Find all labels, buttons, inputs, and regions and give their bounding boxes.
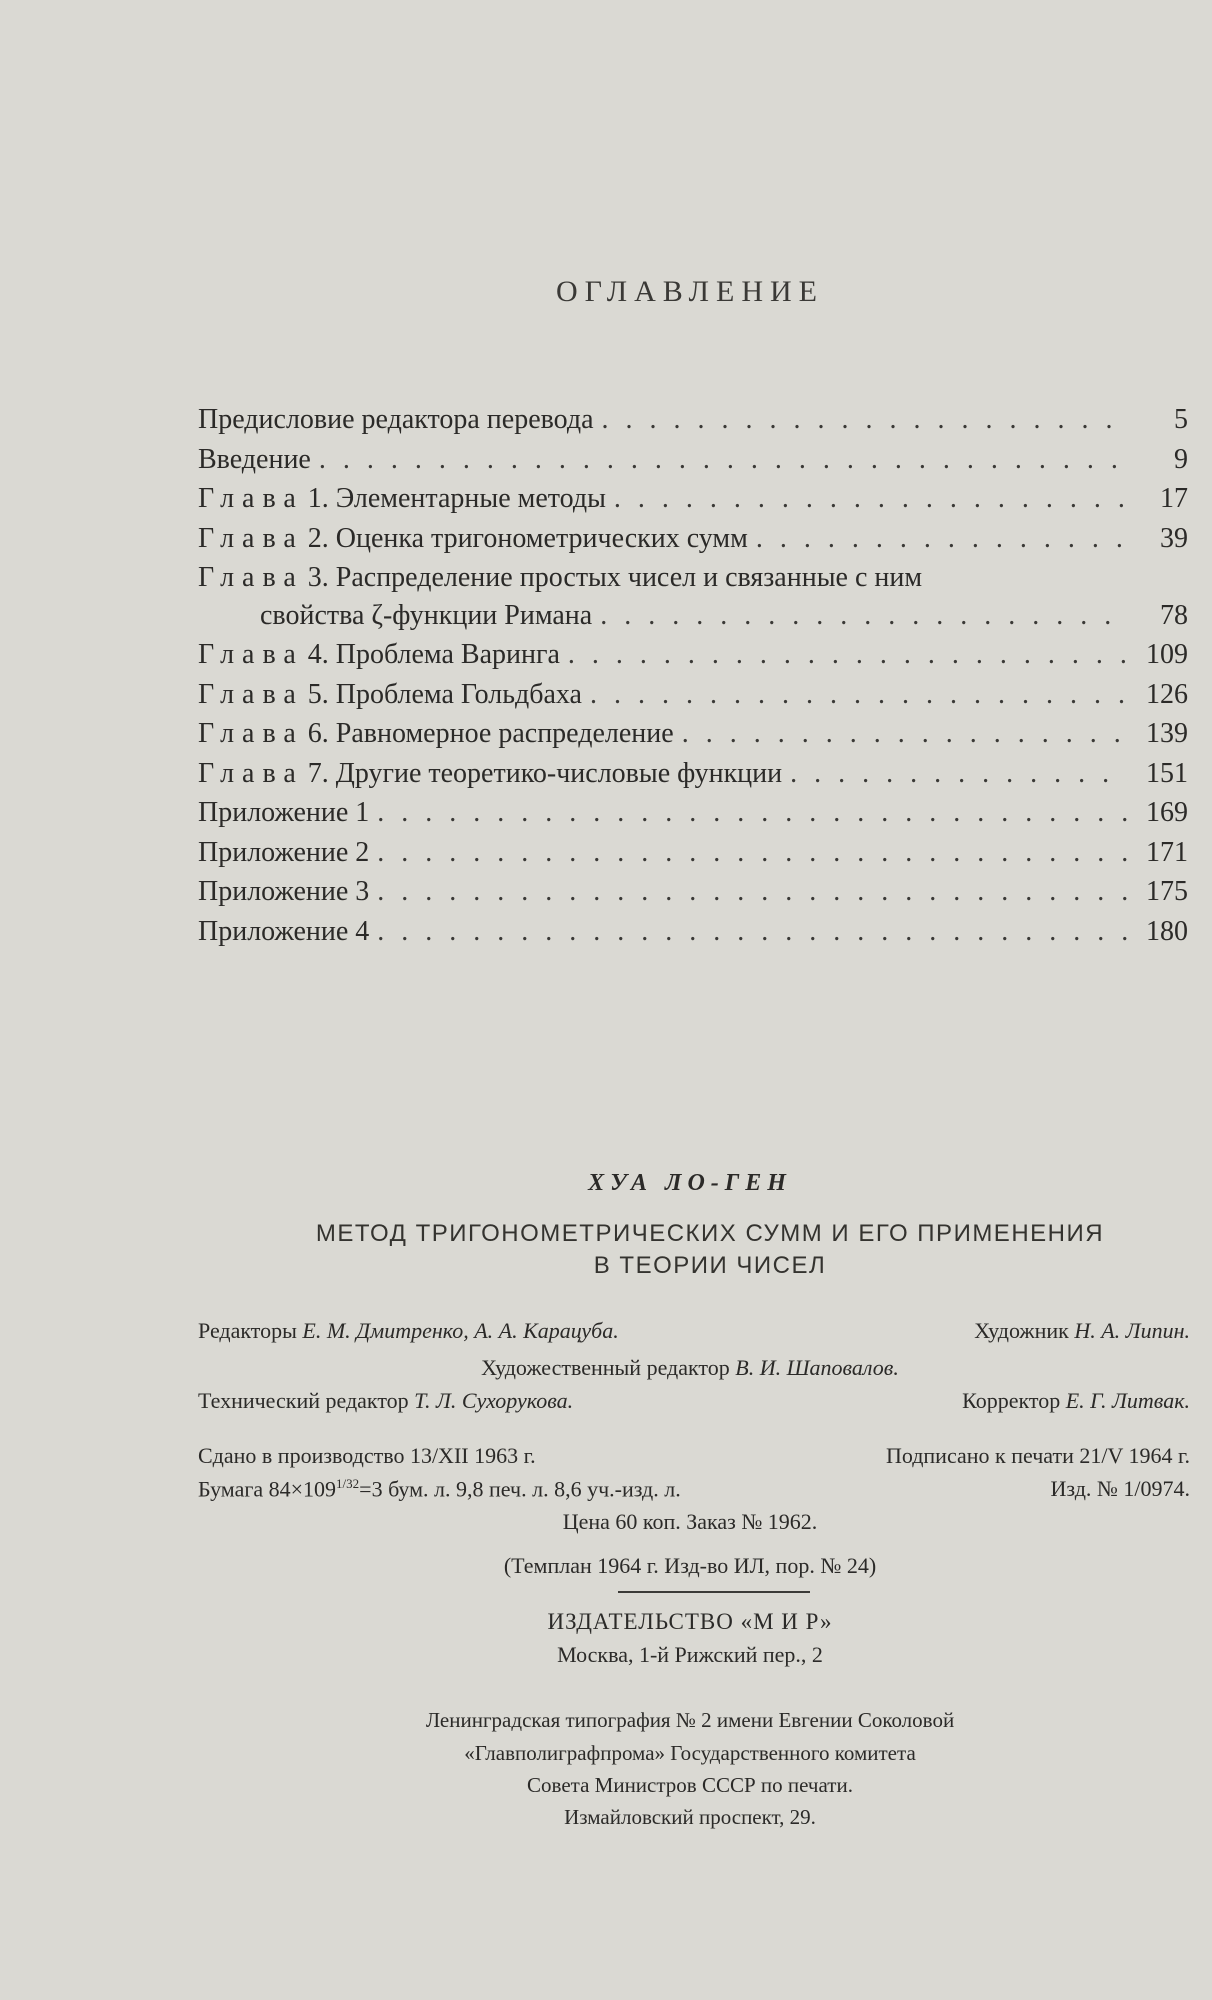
dot-leader: [568, 635, 1128, 674]
toc-entry-text: 3. Распределение простых чисел и связанные с ним: [307, 562, 923, 593]
book-title: [0, 1218, 1212, 1282]
toc-page-number: 126: [1146, 678, 1188, 710]
printer-line: Ленинградская типография № 2 имени Евгении Соколовой: [425, 1708, 955, 1732]
printer-line: Измайловский проспект, 29.: [564, 1805, 816, 1829]
paper-specs: [198, 1476, 681, 1502]
toc-page-number: 109: [1146, 639, 1188, 670]
toc-chapter-prefix: Глава: [198, 757, 304, 789]
toc-entry: [198, 519, 1188, 559]
toc-chapter-prefix: Глава: [198, 522, 304, 554]
toc-chapter-prefix: Глава: [198, 562, 304, 593]
submitted-date: Сдано в производство 13/XII 1963 г.: [198, 1443, 536, 1468]
book-title-line: МЕТОД ТРИГОНОМЕТРИЧЕСКИХ СУММ И ЕГО ПРИМЕНЕНИЯ: [315, 1220, 1105, 1247]
tech-editor-credit: [198, 1388, 573, 1414]
editors-label: Редакторы: [198, 1318, 297, 1343]
author-name: ХУА ЛО-ГЕН: [588, 1170, 792, 1196]
toc-entry: [198, 793, 1188, 833]
toc-page-number: 180: [1146, 915, 1188, 947]
artist-name: Н. А. Липин.: [1074, 1318, 1190, 1343]
toc-entry-text: 1. Элементарные методы: [307, 483, 606, 514]
signed-date: Подписано к печати 21/V 1964 г.: [885, 1443, 1190, 1468]
toc-page-number: 9: [1174, 443, 1188, 475]
toc-chapter-prefix: Глава: [198, 678, 304, 710]
dot-leader: [790, 754, 1128, 793]
toc-entry: [198, 440, 1188, 480]
tech-editor-label: Технический редактор: [198, 1388, 409, 1413]
toc-page-number: 171: [1146, 836, 1188, 868]
toc-chapter-prefix: Глава: [198, 718, 304, 749]
tech-editor-name: Т. Л. Сухорукова.: [414, 1388, 574, 1413]
toc-entry: [198, 833, 1188, 873]
toc-entry-text: Предисловие редактора перевода: [198, 404, 594, 435]
editors-credit: [198, 1318, 619, 1344]
artist-credit: [974, 1318, 1190, 1344]
toc-heading: ОГЛАВЛЕНИЕ: [556, 275, 824, 308]
toc-page-number: 151: [1146, 757, 1188, 789]
corrector-name: Е. Г. Литвак.: [1065, 1388, 1190, 1413]
toc-page-number: 139: [1146, 718, 1188, 749]
toc-entry-text: Приложение 3: [198, 876, 370, 907]
toc-page-number: 17: [1160, 483, 1188, 514]
toc-page-number: 5: [1174, 404, 1188, 435]
toc-entry-text: 5. Проблема Гольдбаха: [307, 678, 582, 710]
toc-entry-text: Приложение 4: [198, 915, 370, 947]
toc-entry-text: Приложение 2: [198, 836, 370, 868]
toc-entry: [198, 714, 1188, 754]
credits-editors-row: [198, 1318, 1190, 1348]
printer-line: Совета Министров СССР по печати.: [527, 1773, 853, 1797]
dot-leader: [377, 833, 1128, 872]
toc-entry: [198, 912, 1188, 952]
publisher-name: ИЗДАТЕЛЬСТВО «М И Р»: [547, 1609, 833, 1634]
toc-entry-text: 6. Равномерное распределение: [307, 718, 674, 749]
toc-entry: [198, 558, 1188, 598]
art-editor-credit: [0, 1355, 1212, 1381]
toc-entry-text: Введение: [198, 443, 311, 475]
publication-number: Изд. № 1/0974.: [1050, 1476, 1190, 1501]
dot-leader: [682, 714, 1128, 753]
dot-leader: [377, 872, 1128, 911]
corrector-label: Корректор: [962, 1388, 1061, 1413]
dot-leader: [756, 519, 1128, 558]
toc-page-number: 78: [1160, 599, 1188, 631]
dot-leader: [614, 479, 1128, 518]
paper-row: [198, 1476, 1190, 1506]
toc-entry: [198, 479, 1188, 519]
paper-format: Бумага 84×109: [198, 1476, 337, 1502]
toc-entry-text: свойства ζ-функции Римана: [260, 599, 593, 631]
toc-entry-continuation: [198, 596, 1188, 636]
dot-leader: [602, 400, 1128, 439]
toc-entry: [198, 872, 1188, 912]
corrector-credit: [962, 1388, 1190, 1414]
toc-page-number: 39: [1160, 522, 1188, 554]
table-of-contents: [198, 400, 1188, 951]
dot-leader: [377, 912, 1128, 951]
toc-entry-text: 7. Другие теоретико-числовые функции: [307, 757, 783, 789]
paper-fraction: 1/32: [336, 1476, 360, 1491]
toc-entry-text: 2. Оценка тригонометрических сумм: [307, 522, 748, 554]
toc-entry: [198, 635, 1188, 675]
dot-leader: [319, 440, 1128, 479]
toc-chapter-prefix: Глава: [198, 639, 304, 670]
dot-leader: [377, 793, 1128, 832]
toc-entry-text: 4. Проблема Варинга: [307, 639, 560, 670]
artist-label: Художник: [974, 1318, 1069, 1343]
toc-entry: [198, 675, 1188, 715]
toc-page-number: 175: [1146, 876, 1188, 907]
dot-leader: [590, 675, 1128, 714]
art-editor-label: Художественный редактор: [481, 1355, 730, 1380]
toc-entry-text: Приложение 1: [198, 797, 370, 828]
editors-names: Е. М. Дмитренко, А. А. Карацуба.: [302, 1318, 619, 1343]
toc-entry: [198, 400, 1188, 440]
toc-chapter-prefix: Глава: [198, 483, 304, 514]
divider-line: [618, 1591, 810, 1593]
toc-entry: [198, 754, 1188, 794]
dot-leader: [600, 596, 1128, 635]
art-editor-name: В. И. Шаповалов.: [735, 1355, 899, 1380]
printer-line: «Главполиграфпрома» Государственного комитета: [464, 1741, 916, 1765]
paper-sheets: =3 бум. л. 9,8 печ. л. 8,6 уч.-изд. л.: [359, 1476, 681, 1502]
production-row: [198, 1443, 1190, 1473]
price-order: Цена 60 коп. Заказ № 1962.: [562, 1509, 818, 1534]
templan: (Темплан 1964 г. Изд-во ИЛ, пор. № 24): [503, 1553, 877, 1578]
toc-page-number: 169: [1146, 797, 1188, 828]
credits-tech-row: [198, 1388, 1190, 1418]
publisher-address: Москва, 1-й Рижский пер., 2: [557, 1642, 823, 1667]
book-title-line: В ТЕОРИИ ЧИСЕЛ: [593, 1252, 827, 1279]
